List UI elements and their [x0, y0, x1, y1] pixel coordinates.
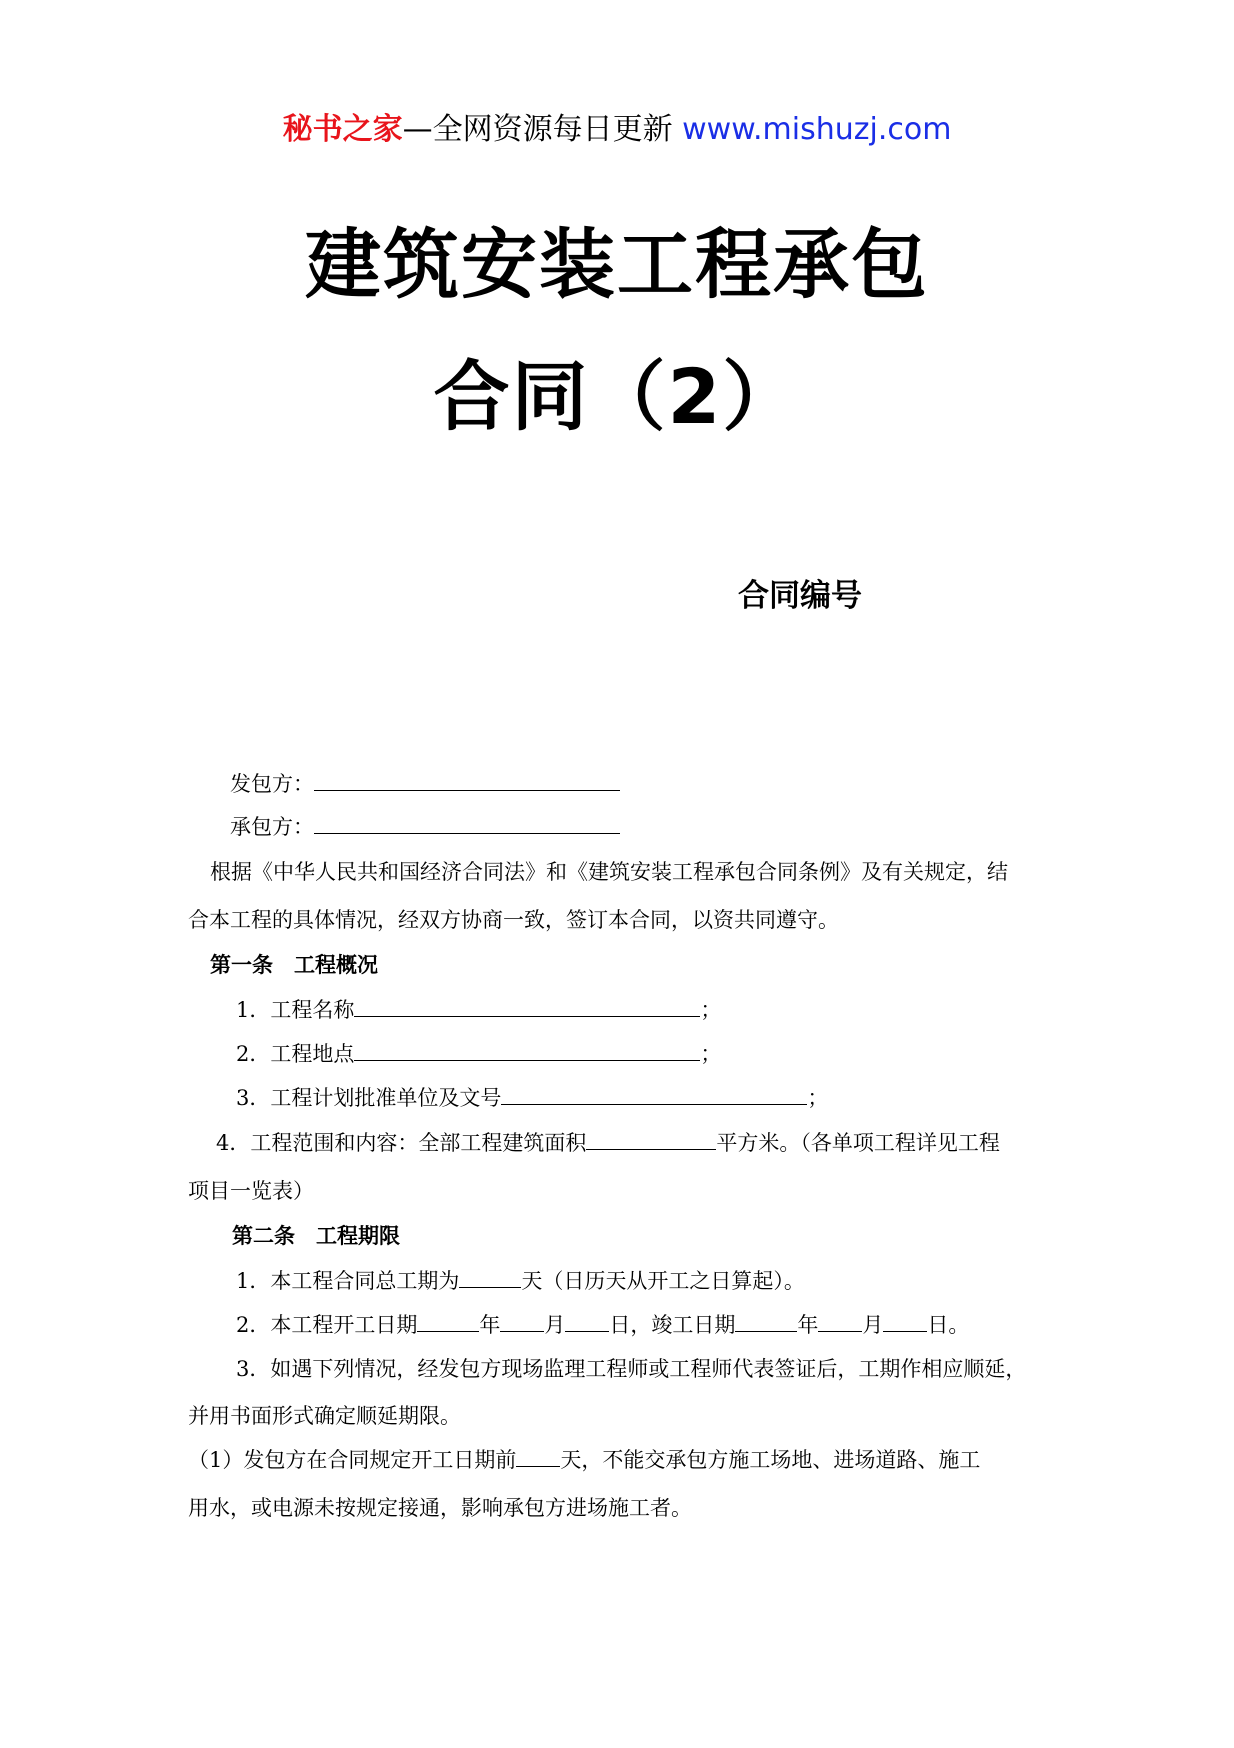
article2-sub1: [188, 1444, 980, 1474]
unit-month-2: 月: [862, 1313, 884, 1337]
item1-a: 1．本工程合同总工期为: [236, 1269, 460, 1293]
article2-sub1-line2: 用水，或电源未按规定接通，影响承包方进场施工者。: [188, 1496, 692, 1520]
site-url[interactable]: www.mishuzj.com: [682, 112, 952, 147]
site-header: [0, 104, 1234, 148]
item3-label: 3．工程计划批准单位及文号: [236, 1086, 502, 1110]
item2-label: 2．工程地点: [236, 1042, 355, 1066]
item1-end: ；: [700, 998, 722, 1022]
duration-blank[interactable]: [459, 1269, 521, 1288]
contractor-label: 承包方：: [230, 815, 314, 839]
article2-item2: [236, 1309, 969, 1339]
article1-item3: [236, 1082, 828, 1112]
item1-b: 天（日历天从开工之日算起）。: [521, 1269, 805, 1293]
item2-a: 2．本工程开工日期: [236, 1313, 418, 1337]
client-blank[interactable]: [314, 772, 620, 791]
document-title-line2: 合同（2）: [433, 352, 801, 441]
contractor-blank[interactable]: [314, 815, 620, 834]
item4-label: 4．工程范围和内容：全部工程建筑面积: [216, 1131, 587, 1155]
contractor-line: [230, 811, 620, 841]
start-day-blank[interactable]: [565, 1313, 609, 1332]
approval-blank[interactable]: [501, 1086, 807, 1105]
unit-year: 年: [479, 1313, 501, 1337]
days-before-blank[interactable]: [516, 1448, 560, 1467]
article2-item3-line2: 并用书面形式确定顺延期限。: [188, 1404, 461, 1428]
item1-label: 1．工程名称: [236, 998, 355, 1022]
item4-tail: 平方米。（各单项工程详见工程: [716, 1131, 1000, 1155]
start-year-blank[interactable]: [417, 1313, 479, 1332]
end-month-blank[interactable]: [818, 1313, 862, 1332]
unit-day-comma: 日，竣工日期: [609, 1313, 736, 1337]
unit-year-2: 年: [797, 1313, 819, 1337]
item3-end: ；: [807, 1086, 829, 1110]
client-line: [230, 768, 620, 798]
brand-name: 秘书之家: [282, 112, 403, 147]
article2-item1: [236, 1265, 805, 1295]
article2-heading: 第二条 工程期限: [232, 1224, 400, 1248]
project-location-blank[interactable]: [354, 1042, 700, 1061]
article1-heading: 第一条 工程概况: [210, 953, 378, 977]
article2-item3-line1: 3．如遇下列情况，经发包方现场监理工程师或工程师代表签证后，工期作相应顺延，: [236, 1357, 1027, 1381]
article1-item2: [236, 1038, 721, 1068]
article1-item4: [216, 1127, 1000, 1157]
item2-end: ；: [700, 1042, 722, 1066]
contract-number-label: 合同编号: [738, 578, 862, 614]
sub1-a: （1）发包方在合同规定开工日期前: [188, 1448, 517, 1472]
header-slogan: —全网资源每日更新: [402, 112, 673, 147]
unit-day-end: 日。: [927, 1313, 970, 1337]
unit-month: 月: [544, 1313, 566, 1337]
project-name-blank[interactable]: [354, 998, 700, 1017]
end-year-blank[interactable]: [735, 1313, 797, 1332]
end-day-blank[interactable]: [883, 1313, 927, 1332]
client-label: 发包方：: [230, 772, 314, 796]
preamble-line1: 根据《中华人民共和国经济合同法》和《建筑安装工程承包合同条例》及有关规定，结: [210, 860, 1008, 884]
document-title-line1: 建筑安装工程承包: [305, 220, 929, 309]
article1-item1: [236, 994, 721, 1024]
preamble-line2: 合本工程的具体情况，经双方协商一致，签订本合同，以资共同遵守。: [188, 908, 839, 932]
sub1-b: 天，不能交承包方施工场地、进场道路、施工: [560, 1448, 981, 1472]
area-blank[interactable]: [586, 1131, 716, 1150]
start-month-blank[interactable]: [500, 1313, 544, 1332]
article1-item4-line2: 项目一览表）: [188, 1179, 314, 1203]
